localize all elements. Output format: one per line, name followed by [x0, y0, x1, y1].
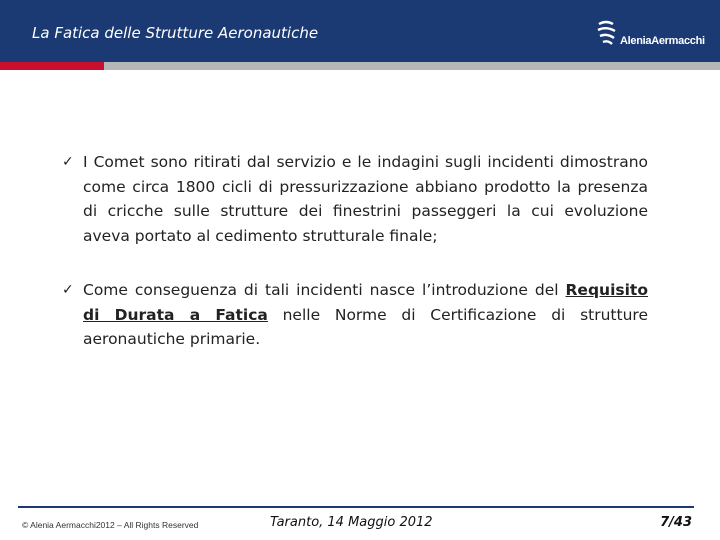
slide-header [0, 0, 720, 62]
footer-copyright: © Alenia Aermacchi2012 – All Rights Reserved [22, 520, 199, 530]
bullet-emphasis: Requisito di Durata a Fatica [83, 281, 648, 324]
header-accent-gray [104, 62, 720, 70]
footer-divider [18, 506, 694, 508]
slide-title: La Fatica delle Strutture Aeronautiche [32, 24, 319, 42]
header-accent-red [0, 62, 104, 70]
alenia-aermacchi-logo-icon [597, 18, 621, 50]
checkmark-icon: ✓ [62, 282, 74, 298]
slide-body [62, 150, 648, 382]
bullet-text: I Comet sono ritirati dal servizio e le indagini sugli incidenti dimostrano come circa 1800 cicli di pressurizzazione abbiano prodotto la presenza di cricche sulle strutture dei finestrini passeggeri la cui evoluzione aveva portato al cedimento strutturale finale; [83, 153, 648, 245]
bullet-text-before: Come conseguenza di tali incidenti nasce l’introduzione del [83, 281, 566, 299]
bullet-text-after: nelle Norme di Certificazione di strutture aeronautiche primarie. [83, 305, 648, 348]
logo-wordmark: AleniaAermacchi [620, 35, 705, 47]
bullet-item [62, 150, 648, 248]
bullet-item [62, 278, 648, 352]
checkmark-icon: ✓ [62, 154, 74, 170]
footer-date: Taranto, 14 Maggio 2012 [270, 515, 433, 530]
company-logo [597, 18, 715, 50]
page-number: 7/43 [660, 515, 692, 530]
